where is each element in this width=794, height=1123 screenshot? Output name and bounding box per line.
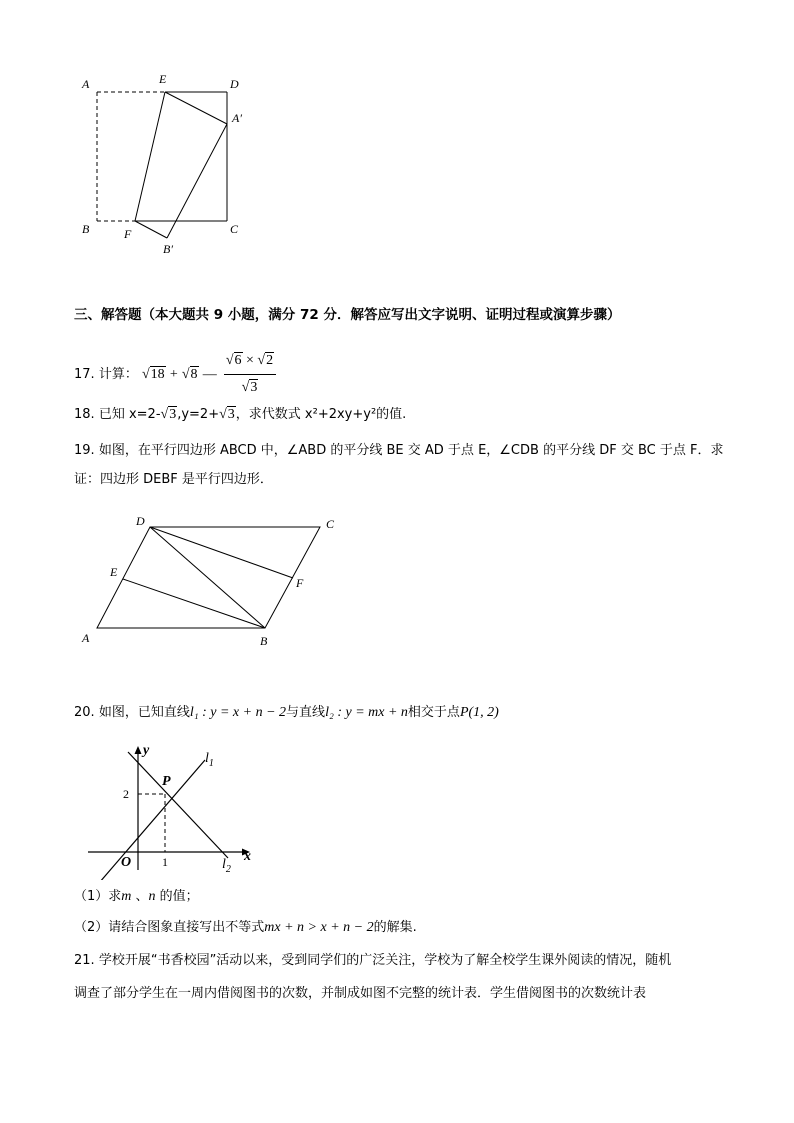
- rectangle-fold-figure: [70, 70, 260, 260]
- edge-EAp: [165, 92, 227, 124]
- label-y: y: [143, 743, 150, 758]
- y-axis-arrow-icon: [135, 746, 142, 754]
- fold-EF: [135, 92, 165, 221]
- label-C: C: [326, 517, 335, 531]
- segment-BE: [123, 579, 265, 628]
- edge-FBp: [135, 221, 167, 238]
- coordinate-figure: [80, 735, 270, 880]
- label-B: B: [82, 222, 90, 236]
- question-21-line1: 21. 学校开展“书香校园”活动以来，受到同学们的广泛关注，学校为了解全校学生课外阅读的情况，随机: [74, 953, 672, 968]
- question-20: 20. 如图，已知直线l₁ : y = x + n − 2与直线l₂ : y = mx + n相交于点P(1, 2): [74, 705, 499, 720]
- sqrt-3: √3: [219, 407, 235, 422]
- section-heading: 三、解答题（本大题共 9 小题，满分 72 分．解答应写出文字说明、证明过程或演算步骤）: [74, 307, 621, 323]
- label-A-prime: A′: [232, 111, 242, 125]
- parallelogram-figure: [75, 510, 345, 650]
- label-F: F: [296, 576, 304, 590]
- label-B: B: [260, 634, 268, 648]
- question-number: 20.: [74, 705, 95, 720]
- label-C: C: [230, 222, 239, 236]
- point-P: P(1, 2): [459, 705, 499, 720]
- line-l2-equation: l₂ : y = mx + n: [325, 705, 408, 720]
- parallelogram-ABCD: [97, 527, 320, 628]
- label-B-prime: B′: [163, 242, 173, 256]
- line-l1-equation: l₁ : y = x + n − 2: [189, 705, 287, 720]
- tick-1: 1: [162, 855, 168, 869]
- label-l1: $l_1$: [205, 751, 214, 769]
- question-21-line2: 调查了部分学生在一周内借阅图书的次数，并制成如图不完整的统计表．学生借阅图书的次数统计表: [74, 986, 647, 1001]
- sqrt-3: √3: [160, 407, 177, 422]
- question-prompt: 计算：: [98, 367, 138, 382]
- label-E: E: [110, 565, 118, 579]
- plus-sign: +: [169, 367, 178, 382]
- label-A: A: [82, 631, 90, 645]
- label-D: D: [230, 77, 239, 91]
- line-l1: [93, 760, 205, 880]
- question-18: 18. 已知 x=2-√3,y=2+√3，求代数式 x²+2xy+y²的值.: [74, 407, 407, 422]
- label-x: x: [244, 849, 251, 864]
- question-number: 21.: [74, 953, 95, 968]
- question-20-part2: （2）请结合图象直接写出不等式mx + n > x + n − 2的解集.: [74, 920, 417, 935]
- fraction: $\frac{√6 \times √2}{√3}$: [224, 349, 276, 400]
- question-17: [74, 349, 279, 400]
- question-number: 18.: [74, 407, 95, 422]
- tick-2: 2: [123, 787, 129, 801]
- question-20-part1: （1）求m 、n 的值；: [74, 889, 199, 904]
- question-19-line2: 证：四边形 DEBF 是平行四边形．: [74, 472, 273, 487]
- label-P: P: [162, 774, 171, 789]
- inequality: mx + n > x + n − 2: [264, 920, 374, 935]
- label-F: F: [124, 227, 132, 241]
- question-19-line1: 19. 如图，在平行四边形 ABCD 中，∠ABD 的平分线 BE 交 AD 于点 E，∠CDB 的平分线 DF 交 BC 于点 F．求: [74, 443, 724, 458]
- segment-DB: [150, 527, 265, 628]
- sqrt-18: √18: [141, 367, 165, 382]
- question-number: 17.: [74, 367, 95, 382]
- label-A: A: [82, 77, 90, 91]
- minus-sign: —: [202, 367, 217, 382]
- sqrt-8: √8: [181, 367, 198, 382]
- question-number: 19.: [74, 443, 95, 458]
- label-l2: $l_2$: [222, 857, 231, 875]
- label-O: O: [121, 855, 132, 870]
- label-D: D: [136, 514, 145, 528]
- label-E: E: [159, 72, 167, 86]
- segment-DF: [150, 527, 293, 578]
